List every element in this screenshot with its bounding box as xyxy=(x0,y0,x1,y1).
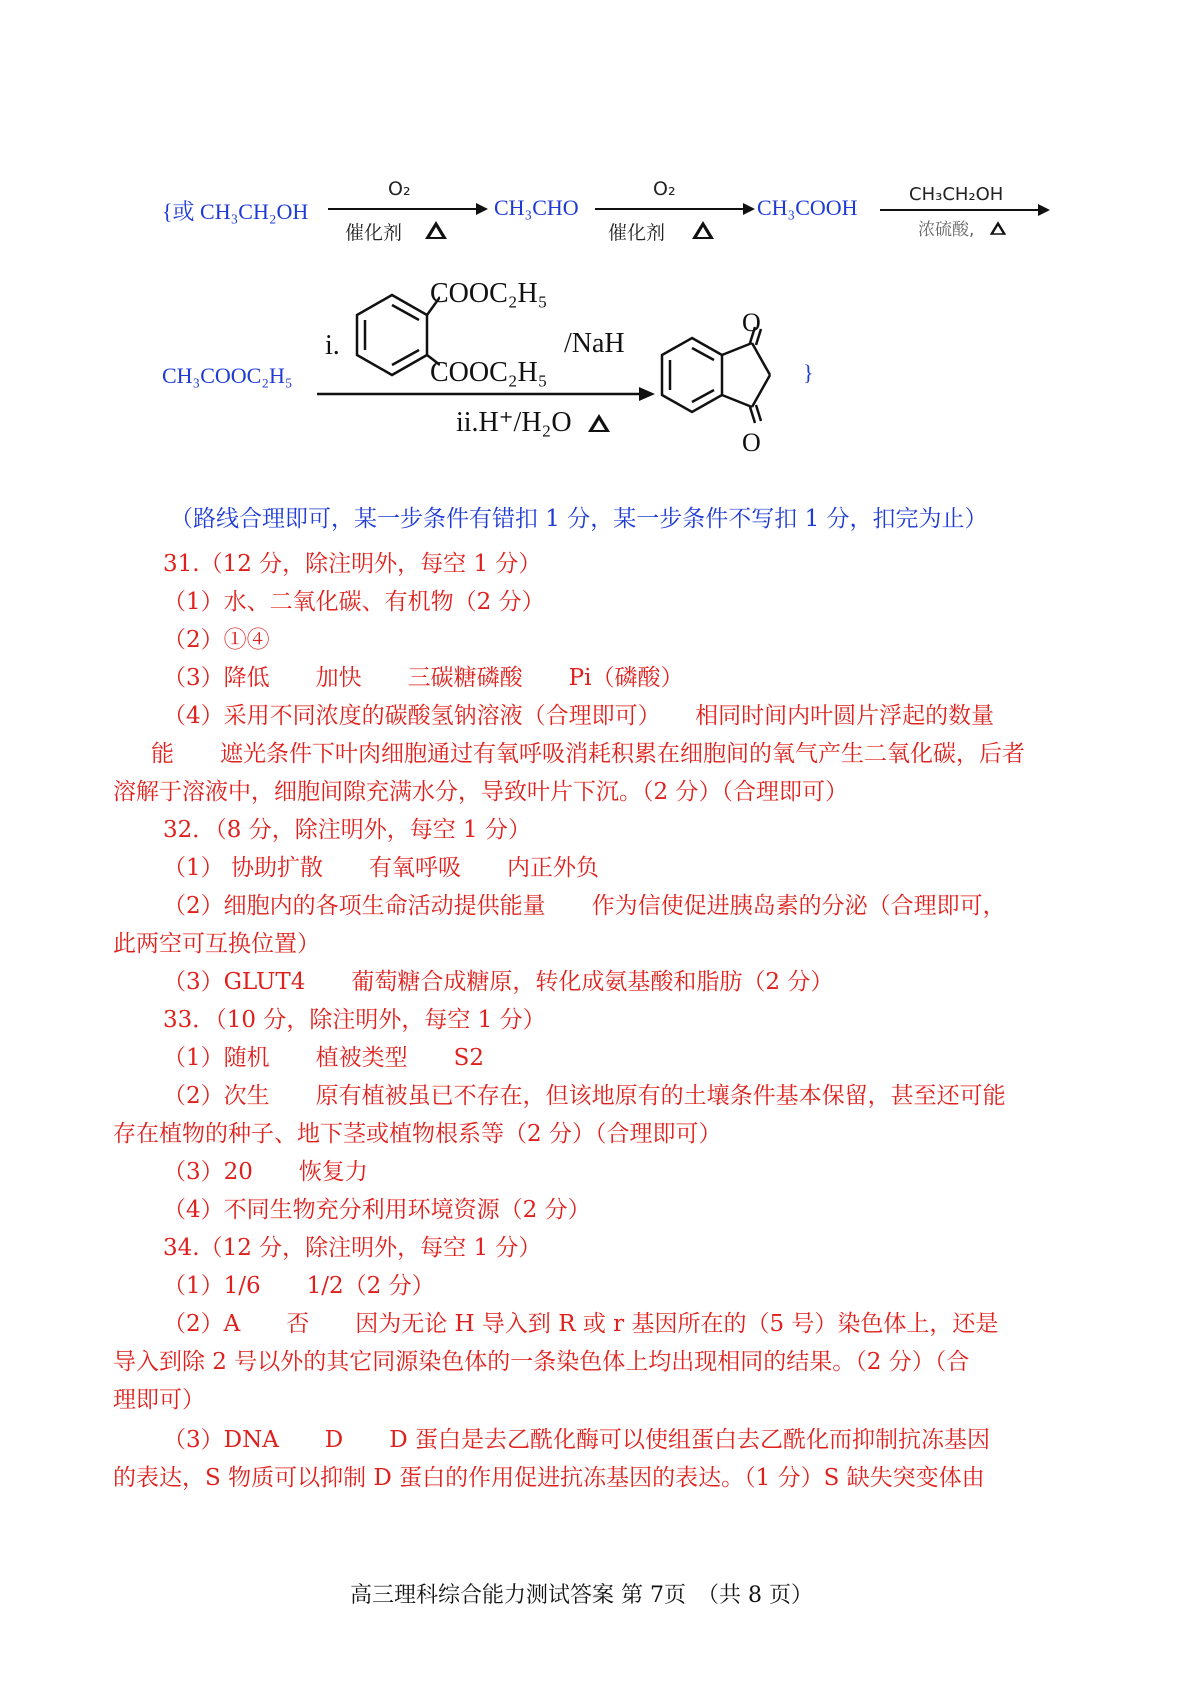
step1-condition: 催化剂 xyxy=(345,222,403,244)
ester-group-top: COOC₂H₅ xyxy=(430,278,548,309)
q32-heading: 32．（8 分，除注明外，每空 1 分） xyxy=(163,817,531,843)
q31-answer-4: （4）采用不同浓度的碳酸氢钠溶液（合理即可） 相同时间内叶圆片浮起的数量 xyxy=(163,703,995,729)
arrow-icon xyxy=(595,202,755,216)
diethyl-phthalate-structure xyxy=(345,285,440,380)
carbonyl-o-bottom: O xyxy=(742,428,761,457)
step3-condition: 浓硫酸, xyxy=(918,220,975,240)
heat-icon xyxy=(588,414,610,432)
q33-answer-2: （2）次生 原有植被虽已不存在，但该地原有的土壤条件基本保留，甚至还可能 xyxy=(163,1083,1006,1109)
q32-answer-3: （3）GLUT4 葡萄糖合成糖原，转化成氨基酸和脂肪（2 分） xyxy=(163,969,834,995)
q31-heading: 31.（12 分，除注明外，每空 1 分） xyxy=(163,551,542,577)
q32-answer-1: （1） 协助扩散 有氧呼吸 内正外负 xyxy=(163,855,599,881)
q33-answer-3: （3）20 恢复力 xyxy=(163,1159,368,1185)
q32-answer-2: （2）细胞内的各项生命活动提供能量 作为信使促进胰岛素的分泌（合理即可， xyxy=(163,893,1006,919)
scheme-close-brace: } xyxy=(803,360,814,385)
q34-answer-3: （3）DNA D D 蛋白是去乙酰化酶可以使组蛋白去乙酰化而抑制抗冻基因 xyxy=(163,1427,991,1453)
ester-group-bottom: COOC₂H₅ xyxy=(430,357,548,388)
heat-icon xyxy=(692,221,714,239)
q31-answer-3: （3）降低 加快 三碳糖磷酸 Pi（磷酸） xyxy=(163,665,684,691)
reagent-step-i: i. xyxy=(325,330,340,361)
q33-answer-2-cont: 存在植物的种子、地下茎或植物根系等（2 分）（合理即可） xyxy=(113,1121,722,1147)
step2-condition: 催化剂 xyxy=(608,222,666,244)
scheme-start: {或 CH₃CH₂OH xyxy=(162,199,309,224)
q34-answer-2-cont: 导入到除 2 号以外的其它同源染色体的一条染色体上均出现相同的结果。（2 分）（合 xyxy=(113,1349,970,1375)
heat-icon xyxy=(425,221,447,239)
q34-answer-1: （1）1/6 1/2（2 分） xyxy=(163,1273,435,1299)
workup-reagent: ii.H⁺/H₂O xyxy=(456,407,572,438)
q33-heading: 33．（10 分，除注明外，每空 1 分） xyxy=(163,1007,546,1033)
arrow-icon xyxy=(317,386,657,402)
scoring-note: （路线合理即可，某一步条件有错扣 1 分，某一步条件不写扣 1 分，扣完为止） xyxy=(170,506,988,532)
arrow-icon xyxy=(328,202,488,216)
indanedione-structure xyxy=(652,315,792,445)
step2-reagent: O₂ xyxy=(653,178,676,200)
q31-answer-4-explain-cont: 溶解于溶液中，细胞间隙充满水分，导致叶片下沉。（2 分）（合理即可） xyxy=(113,779,848,805)
q31-answer-4-explain: 能 遮光条件下叶肉细胞通过有氧呼吸消耗积累在细胞间的氧气产生二氧化碳，后者 xyxy=(151,741,1025,767)
q34-heading: 34.（12 分，除注明外，每空 1 分） xyxy=(163,1235,542,1261)
page-footer: 高三理科综合能力测试答案 第 7页 （共 8 页） xyxy=(350,1583,813,1608)
base-reagent: /NaH xyxy=(564,328,625,359)
q31-answer-1: （1）水、二氧化碳、有机物（2 分） xyxy=(163,589,545,615)
q31-answer-2: （2）①④ xyxy=(163,627,270,653)
carbonyl-o-top: O xyxy=(742,308,761,337)
intermediate-acid: CH₃COOH xyxy=(757,195,858,220)
q34-answer-2: （2）A 否 因为无论 H 导入到 R 或 r 基因所在的（5 号）染色体上，还是 xyxy=(163,1311,999,1337)
q33-answer-1: （1）随机 植被类型 S2 xyxy=(163,1045,485,1071)
heat-icon xyxy=(990,221,1007,235)
q34-answer-2-cont2: 理即可） xyxy=(113,1387,205,1413)
q33-answer-4: （4）不同生物充分利用环境资源（2 分） xyxy=(163,1197,591,1223)
step1-reagent: O₂ xyxy=(388,178,411,200)
q32-answer-2-cont: 此两空可互换位置） xyxy=(113,931,320,957)
ester-start: CH₃COOC₂H₅ xyxy=(162,363,293,388)
intermediate-aldehyde: CH₃CHO xyxy=(494,195,579,220)
step3-reagent: CH₃CH₂OH xyxy=(909,184,1004,205)
q34-answer-3-cont: 的表达，S 物质可以抑制 D 蛋白的作用促进抗冻基因的表达。（1 分）S 缺失突变体由 xyxy=(113,1465,985,1491)
